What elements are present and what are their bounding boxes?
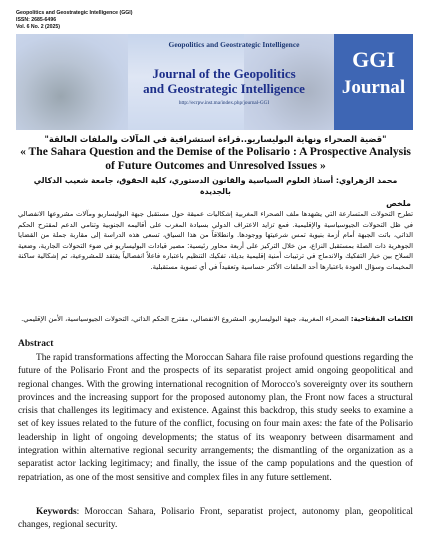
arabic-keywords-text: الصحراء المغربية، جبهة البوليساريو، المشروع الانفصالي، مقترح الحكم الذاتي، التحولات الجيوسياسية، الأمن الإقليمي.: [21, 315, 349, 323]
banner-title: [119, 66, 329, 96]
banner-top-text: Geopolitics and Geostrategic Intelligence: [168, 40, 300, 49]
arabic-keywords: [18, 314, 413, 325]
ggi-journal-badge: [334, 34, 413, 130]
arabic-title: "قضية الصحراء ونهاية البوليساريو..قراءة استشرافية في المآلات والملفات العالقة": [44, 134, 387, 144]
banner-title-line2: and Geostrategic Intelligence: [143, 81, 305, 96]
author-arabic: محمد الزهراوي: أستاذ العلوم السياسية والقانون الدستوري، كلية الحقوق، جامعة شعيب الدكالي بالجديدة: [33, 176, 398, 197]
english-abstract-heading: Abstract: [18, 339, 54, 349]
english-keywords: [18, 506, 413, 533]
english-title: « The Sahara Question and the Demise of the Polisario : A Prospective Analysis of Future Outcomes and Unresolved Issues »: [20, 145, 411, 173]
english-abstract-body: The rapid transformations affecting the Moroccan Sahara file raise profound questions regarding the future of the Polisario Front and the prospects of its separatist project amid ongoing geopolitical and regional changes. With the growing international recognition of Morocco's sovereignty over its southern provinces and the increasing support for the proposed autonomy plan, the Front now faces a structural crisis that challenges its legitimacy and existence. Against this backdrop, this study seeks to examine a set of key issues related to the future of the conflict, focusing on four main axes: the fate of the Polisario leadership in light of ongoing developments; the status of its weaponry between disarmament and integration within alternative regional security arrangements; the dismantling of the organization as a separatist actor lacking legitimacy; and finally, the issue of the camp populations and the question of repatriation, as one of the most sensitive and complex files in any future settlement.: [18, 353, 413, 483]
banner-url: http://ecrpw.inst.ma/index.php/journal-GGI: [178, 100, 270, 106]
arabic-abstract-body: تطرح التحولات المتسارعة التي يشهدها ملف الصحراء المغربية إشكاليات عميقة حول مستقبل جبهة البوليساريو ومآلات مشروعها الانفصالي في ظل التحولات الجيوسياسية والإقليمية. فمع تزايد الاعتراف الدولي بسيادة المغرب على أقاليمه الجنوبية وتنامي الدعم لمقترح الحكم الذاتي، باتت الجبهة أمام أزمة بنيوية تمس شرعيتها ووجودها. وانطلاقاً من هذا السياق، تسعى هذه الدراسة إلى مقاربة جملة من القضايا الجوهرية ذات الصلة بمستقبل النزاع، من خلال التركيز على أربعة محاور رئيسية: مصير قيادات البوليساريو في ضوء التحولات الجارية، وضعية السلاح بين خيار التفكيك والاندماج في ترتيبات أمنية إقليمية بديلة، تفكيك التنظيم باعتباره فاعلاً انفصالياً يفتقد للمشروعية، ثم إشكالية ساكنة المخيمات وسؤال العودة باعتبارها أحد الملفات الأكثر حساسية وتعقيداً في أي تسوية مستقبلية.: [18, 210, 413, 271]
journal-name: Geopolitics and Geostrategic Intelligence (GGI): [16, 10, 133, 16]
english-keywords-text: : Moroccan Sahara, Polisario Front, separatist project, autonomy plan, geopolitical changes, regional security.: [18, 507, 413, 531]
arabic-keywords-label: الكلمات المفتاحية:: [350, 315, 413, 323]
banner-photo-left: [16, 34, 128, 130]
badge-line2: Journal: [341, 77, 406, 98]
banner-image: [16, 34, 334, 130]
issn: ISSN: 2685-6496: [16, 17, 57, 23]
journal-banner: [16, 34, 413, 130]
banner-title-line1: Journal of the Geopolitics: [152, 66, 296, 81]
volume-info: Vol. 6 No. 2 (2025): [16, 24, 61, 30]
arabic-abstract-heading: ملخص: [386, 199, 411, 208]
badge-line1: GGI: [352, 47, 395, 72]
journal-metadata: [16, 10, 216, 31]
english-keywords-label: Keywords: [36, 507, 77, 517]
